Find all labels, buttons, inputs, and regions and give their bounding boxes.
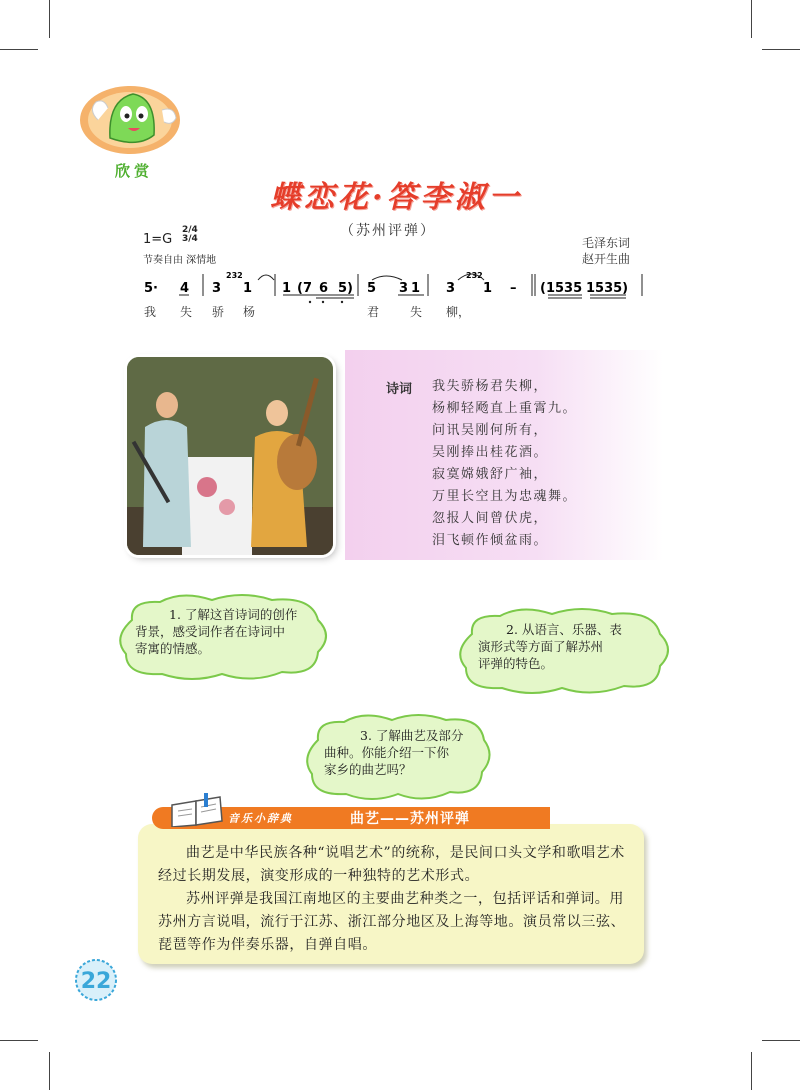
- crop-mark: [762, 1040, 800, 1041]
- score-lyric: 我: [144, 305, 157, 319]
- performers-photo: [127, 357, 333, 555]
- section-tag: 欣赏: [115, 162, 154, 180]
- dictionary-text: [158, 842, 636, 957]
- page-number-badge: [74, 958, 118, 1002]
- score-note: 1: [243, 281, 253, 296]
- score-note: 6: [319, 281, 329, 296]
- score-note: 3: [212, 281, 222, 296]
- score-note: 1: [411, 281, 421, 296]
- question-1: 1. 了解这首诗词的创作 背景，感受词作者在诗词中 寄寓的情感。: [135, 607, 298, 656]
- score-note: 1: [483, 281, 493, 296]
- mascot-icon: [78, 80, 183, 155]
- slur: [258, 275, 274, 280]
- crop-mark: [0, 1040, 38, 1041]
- score-note: 5: [367, 281, 377, 296]
- score-note: 3: [446, 281, 456, 296]
- book-icon: [168, 793, 226, 827]
- crop-mark: [751, 1052, 752, 1090]
- song-subtitle: （苏州评弹）: [340, 223, 436, 239]
- composer: 赵开生曲: [582, 252, 631, 266]
- score-lyric: 杨: [243, 305, 256, 319]
- poem-line: 万里长空且为忠魂舞。: [432, 489, 578, 504]
- poem-line: 杨柳轻飏直上重霄九。: [432, 401, 578, 416]
- dictionary-paragraph: 曲艺是中华民族各种“说唱艺术”的统称，是民间口头文学和歌唱艺术经过长期发展，演变形成的一种独特的艺术形式。: [158, 845, 625, 884]
- dictionary-paragraph: 苏州评弹是我国江南地区的主要曲艺种类之一，包括评话和弹词。用苏州方言说唱，流行于江苏、浙江部分地区及上海等地。演员常以三弦、琵琶等作为伴奏乐器，自弹自唱。: [158, 891, 626, 953]
- tempo-marking: 节奏自由 深情地: [143, 255, 217, 266]
- score-lyric: 君: [367, 305, 380, 319]
- poem-line: 我失骄杨君失柳，: [432, 379, 549, 394]
- grace-note: 232: [226, 271, 243, 280]
- slur: [372, 276, 402, 280]
- question-3: 3. 了解曲艺及部分 曲种。你能介绍一下你 家乡的曲艺吗？: [324, 728, 464, 777]
- time-signature-1: 2/4: [182, 225, 198, 235]
- poem-lines: [432, 376, 577, 552]
- score-note: 4: [180, 281, 190, 296]
- grace-note: 232: [466, 271, 483, 280]
- poem-line: 问讯吴刚何所有，: [432, 423, 549, 438]
- page-number: 22: [80, 969, 112, 994]
- poem-label: 诗词: [386, 382, 413, 397]
- song-title: 蝶恋花·答李淑一: [270, 180, 523, 215]
- score-lyric: 骄: [212, 305, 225, 319]
- dictionary-topic: 曲艺——苏州评弹: [350, 811, 470, 827]
- score-note: 3: [399, 281, 409, 296]
- poem-line: 寂寞嫦娥舒广袖，: [432, 467, 549, 482]
- poem-line: 吴刚捧出桂花酒。: [432, 445, 549, 460]
- crop-mark: [762, 49, 800, 50]
- score-note: 5): [338, 281, 353, 296]
- score-note: 1: [282, 281, 292, 296]
- score-lyric: 失: [410, 305, 423, 319]
- score-note: –: [510, 281, 517, 296]
- music-score: [140, 270, 650, 328]
- score-note: (7: [297, 281, 312, 296]
- question-2: 2. 从语言、乐器、表 演形式等方面了解苏州 评弹的特色。: [478, 622, 622, 671]
- poem-line: 泪飞顿作倾盆雨。: [432, 533, 549, 548]
- score-note: (1535: [540, 281, 583, 296]
- crop-mark: [0, 49, 38, 50]
- dictionary-label: 音乐小辞典: [228, 812, 293, 825]
- key-signature: 1=G: [143, 232, 173, 247]
- crop-mark: [49, 1052, 50, 1090]
- score-lyric: 柳，: [446, 305, 471, 319]
- crop-mark: [49, 0, 50, 38]
- poem-line: 忽报人间曾伏虎，: [432, 511, 549, 526]
- lyricist: 毛泽东词: [582, 236, 631, 250]
- time-signatures: [182, 226, 198, 244]
- score-lyric: 失: [180, 305, 193, 319]
- score-note: 1535): [586, 281, 629, 296]
- crop-mark: [751, 0, 752, 38]
- score-note: 5·: [144, 281, 158, 296]
- time-signature-2: 3/4: [182, 234, 198, 244]
